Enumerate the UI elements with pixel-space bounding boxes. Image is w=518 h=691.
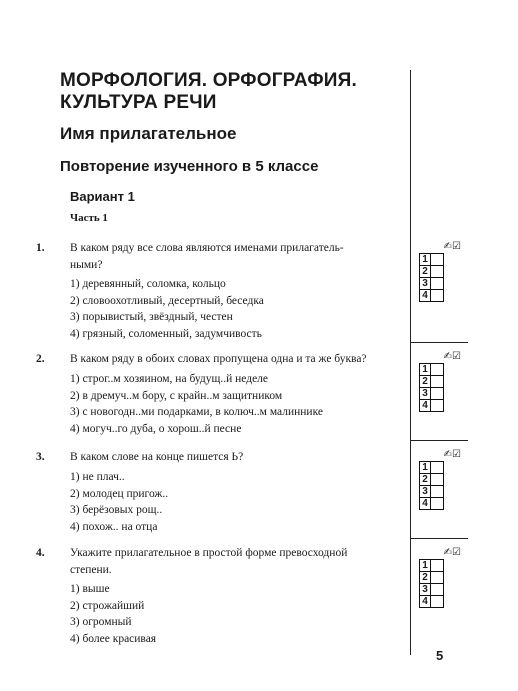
question-3: [36, 449, 408, 539]
answer-box-3: [419, 449, 463, 509]
option: 3) огромный: [70, 616, 132, 629]
subchapter-title: Повторение изученного в 5 классе: [60, 158, 319, 175]
answer-cell[interactable]: [431, 399, 444, 412]
answer-label: 4: [419, 399, 431, 412]
question-number: 2.: [36, 353, 45, 365]
options-list: [70, 581, 406, 648]
question-2: [36, 351, 408, 441]
answer-label: 3: [419, 485, 431, 498]
answer-label: 4: [419, 497, 431, 510]
answer-cell[interactable]: [431, 497, 444, 510]
answer-cell[interactable]: [431, 595, 444, 608]
question-number: 3.: [36, 451, 45, 463]
answer-box-4: [419, 547, 463, 607]
answer-label: 1: [419, 363, 431, 376]
option: 2) строжайший: [70, 599, 145, 612]
answer-label: 1: [419, 461, 431, 474]
option: 4) могуч..го дуба, о хорош..й песне: [70, 423, 242, 436]
chapter-title: Имя прилагательное: [60, 124, 237, 143]
question-text: [70, 240, 406, 273]
option: 2) молодец пригож..: [70, 487, 169, 500]
option: 4) грязный, соломенный, задумчивость: [70, 328, 262, 341]
question-4: [36, 545, 408, 645]
option: 1) строг..м хозяином, на будущ..й неделе: [70, 373, 269, 385]
answer-separator: [410, 342, 468, 343]
question-text-line: В каком ряду все слова являются именами прилагатель-: [70, 242, 344, 254]
option: 3) берёзовых рощ..: [70, 504, 163, 517]
answer-label: 1: [419, 559, 431, 572]
answer-label: 4: [419, 289, 431, 302]
option: 2) в дремуч..м бору, с крайн..м защитником: [70, 389, 283, 402]
option: 4) похож.. на отца: [70, 521, 158, 534]
question-text-line: степени.: [70, 563, 112, 576]
option: 1) не плач..: [70, 471, 125, 483]
answer-separator: [410, 440, 468, 441]
answer-label: 1: [419, 253, 431, 266]
question-text: В каком слове на конце пишется Ь?: [70, 451, 244, 463]
answer-label: 2: [419, 473, 431, 486]
options-list: [70, 276, 406, 343]
option: 3) с новогодн..ми подарками, в колюч..м малиннике: [70, 406, 323, 419]
pen-check-icon: ✍☑: [443, 449, 461, 460]
option: 2) словоохотливый, десертный, беседка: [70, 294, 264, 307]
answer-label: 2: [419, 571, 431, 584]
option: 4) более красивая: [70, 633, 157, 646]
part-heading: Часть 1: [70, 212, 108, 224]
question-1: [36, 240, 408, 340]
question-text: [70, 545, 406, 578]
answer-label: 2: [419, 265, 431, 278]
options-list: [70, 371, 406, 438]
question-text-line: Укажите прилагательное в простой форме превосходной: [70, 547, 348, 559]
pen-check-icon: ✍☑: [443, 351, 461, 362]
page-number: 5: [436, 648, 444, 663]
margin-rule: [410, 70, 411, 655]
answer-box-2: [419, 351, 463, 411]
answer-label: 3: [419, 583, 431, 596]
option: 1) деревянный, соломка, кольцо: [70, 278, 226, 290]
answer-label: 4: [419, 595, 431, 608]
pen-check-icon: ✍☑: [443, 241, 461, 252]
options-list: [70, 469, 406, 536]
question-text-line: ными?: [70, 258, 103, 271]
answer-label: 3: [419, 277, 431, 290]
variant-heading: Вариант 1: [70, 189, 135, 204]
question-number: 1.: [36, 242, 45, 254]
question-number: 4.: [36, 547, 45, 559]
option: 3) порывистый, звёздный, честен: [70, 311, 233, 324]
pen-check-icon: ✍☑: [443, 547, 461, 558]
answer-label: 2: [419, 375, 431, 388]
answer-separator: [410, 538, 468, 539]
answer-cell[interactable]: [431, 289, 444, 302]
answer-label: 3: [419, 387, 431, 400]
section-title: МОРФОЛОГИЯ. ОРФОГРАФИЯ. КУЛЬТУРА РЕЧИ: [60, 70, 357, 113]
option: 1) выше: [70, 583, 110, 595]
answer-box-1: [419, 241, 463, 301]
question-text: В каком ряду в обоих словах пропущена одна и та же буква?: [70, 353, 367, 365]
